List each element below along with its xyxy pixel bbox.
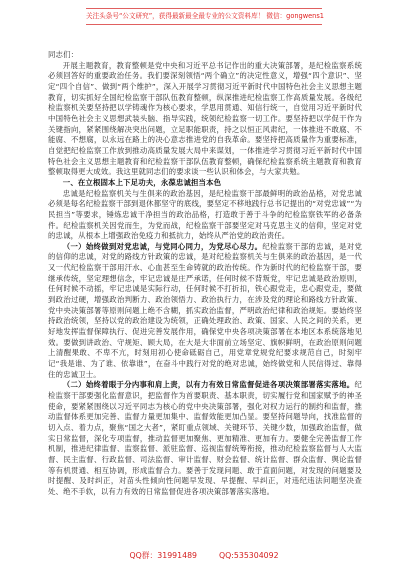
footer-qq-group: QQ群：31991489 bbox=[129, 551, 197, 560]
section-1-paragraph: 忠诚是纪检监察机关与生俱来的政治基因，是纪检监察干部最鲜明的政治品格，对党忠诚必须是每名纪检监察干部到退休都坚守的底线，要坚定不移地践行总书记提出的“对党忠诚”“为民担当”等要求，锤炼忠诚干净担当的政治品格，打造敢于善于斗争的纪检监察铁军的必备条件。纪检监察机关因党而生，为党而战，纪检监察干部要坚定对马克思主义的信仰，坚定对党的忠诚，从根本上增强政治免疫力和抵抗力，始终从严治党的政治责任。 bbox=[48, 188, 362, 241]
footer-contact bbox=[0, 550, 408, 561]
greeting: 同志们： bbox=[48, 50, 79, 59]
subsection-1 bbox=[48, 242, 362, 381]
subsection-1-text: 纪检监察干部的忠诚，是对党的信仰的忠诚，对党的路线方针政策的忠诚，是对纪检监察机关与生俱来的政治基因，是一代又一代纪检监察干部用汗水、心血甚至生命铸就的政治传统。作为新时代的纪检监察干部，要继承传统，坚定理想信念，牢记忠诚是庄严承诺，任何时候不背叛党，牢记忠诚是政治原则，任何时候不动摇，牢记忠诚是实际行动，任何时候不打折扣，铁心跟党走，忠心跟党走，要做到政治过硬，增强政治判断力、政治领悟力、政治执行力，在涉及党的理论和路线方针政策、党中央决策部署等原则问题上绝不含糊，抓实政治监督，严明政治纪律和政治规矩。要始终坚持政治统领，坚持以党的政治建设为统领，正确处理政治、政策、国家、人民之间的关系，更好地发挥监督保障执行、促进完善发展作用，确保党中央各项决策部署在本地区本系统落地见效。要做到讲政治、守规矩、顾大局，在大是大非面前立场坚定、旗帜鲜明，在政治原则问题上清醒果敢、不卑不亢，时刻用初心使命砥砺自己，用党章党规党纪要求规范自己，时刻牢记“我是谁、为了谁、依靠谁”，在奋斗中践行对党的绝对忠诚，始终做党和人民信得过、靠得住的忠诚卫士。 bbox=[48, 241, 363, 379]
intro-paragraph: 开展主题教育，教育整顿是党中央和习近平总书记作出的重大决策部署，是纪检监察系统必须回答好的重要政治任务。我们要深刻领悟“两个确立”的决定性意义，增强“四个意识”、坚定“四个自信”、做到“两个维护”，深入开展学习贯彻习近平新时代中国特色社会主义思想主题教育，切实抓好全国纪检监察干部队伍教育整顿，纵深推进纪检监察工作高质量发展。各级纪检监察机关要坚持把以学铸魂作为核心要求，学思用贯通、知信行统一，自觉用习近平新时代中国特色社会主义思想武装头脑、指导实践，统领纪检监察一切工作。要坚持把以学促干作为关键指向，紧紧围绕解决突出问题，立足职能职责，持之以恒正风肃纪，一体推进不敢腐、不能腐、不想腐，以永远在路上的决心意志推进党的自我革命。要坚持把高质量作为重要标准，自觉把纪检监察工作放到推动高质量发展大局中来谋划，一体推进学习贯彻习近平新时代中国特色社会主义思想主题教育和纪检监察干部队伍教育整顿，确保纪检监察系统主题教育和教育整顿取得更大成效。我这里就同志们的要求谈一些认识和体会，与大家共勉。 bbox=[48, 60, 362, 177]
subsection-2 bbox=[48, 380, 362, 497]
header-rule-top bbox=[86, 8, 322, 9]
section-1-title: 一、在立根固本上下足功夫，永葆忠诚担当本色 bbox=[62, 177, 222, 187]
header-rule-bottom bbox=[86, 24, 322, 25]
subsection-2-title: （二）始终着眼于分内事和肩上责，以有力有效日常监督促进各项决策部署落实落地。 bbox=[62, 380, 355, 390]
footer-qq: QQ:535304092 bbox=[219, 551, 279, 560]
header-banner: 关注头条号“公文研究”，获得最新最全最专业的公文资料库！ 微信：gongwens1 bbox=[86, 12, 324, 20]
subsection-1-title: （一）始终做到对党忠诚，与党同心同力，为党尽心尽力。 bbox=[62, 241, 263, 251]
document-body bbox=[48, 50, 362, 498]
subsection-2-text: 纪检监察干部要强化监督意识，把监督作为首要职责、基本职责，切实履行党和国家赋予的神圣使命，要紧紧围绕以习近平同志为核心的党中央决策部署，强化对权力运行的制约和监督，推动监督体系更加完善、监督力量更加集中、监督效能更加凸显。要坚持问题导向，找准监督的切入点、着力点，聚焦“国之大者”，紧盯重点领域、关键环节、关键少数，加强政治监督，做实日常监督，深化专项监督，推动监督更加聚焦、更加精准、更加有力。要健全完善监督工作机制，推进纪律监督、监察监督、派驻监督、巡视监督统筹衔接，推动纪检监察监督与人大监督、民主监督、行政监督、司法监督、审计监督、财会监督、统计监督、群众监督、舆论监督等有机贯通、相互协调，形成监督合力。要善于发现问题、敢于直面问题，对发现的问题要及时提醒、及时纠正，对苗头性倾向性问题早发现、早提醒、早纠正，对违纪违法问题坚决查处、绝不手软，以有力有效的日常监督促进各项决策部署落实落地。 bbox=[48, 380, 362, 496]
